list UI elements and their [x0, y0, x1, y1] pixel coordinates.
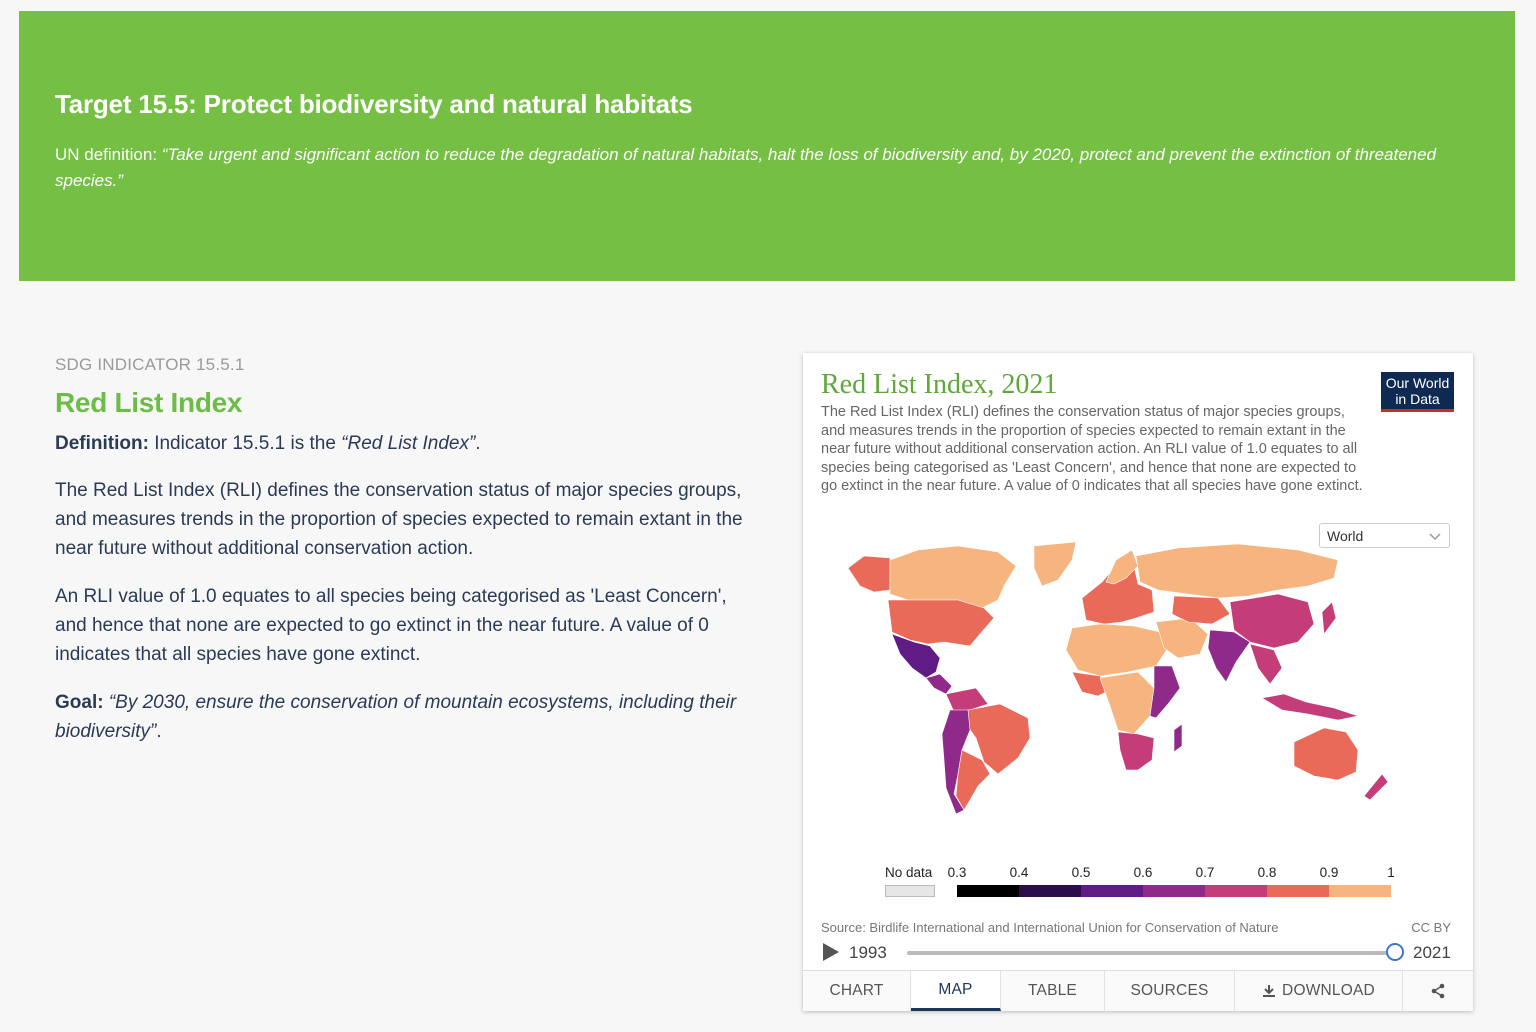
legend-bin[interactable]: [957, 885, 1019, 897]
map-legend: [803, 863, 1473, 903]
rli-description: The Red List Index (RLI) defines the conservation status of major species groups, and measures trends in the proportion of species expected to remain extant in the near future without additional conservation action.: [55, 480, 743, 559]
map-region-southeast-asia[interactable]: [1250, 644, 1282, 684]
definition-paragraph: [55, 429, 745, 458]
legend-tick-label: 0.7: [1195, 865, 1215, 880]
legend-tick-label: 0.3: [947, 865, 967, 880]
goal-end: .: [156, 721, 162, 742]
target-title: Target 15.5: Protect biodiversity and natural habitats: [55, 89, 693, 119]
timeline-end-year: 2021: [1413, 943, 1451, 962]
tab-map[interactable]: MAP: [911, 971, 1001, 1011]
map-region-new-zealand[interactable]: [1364, 774, 1388, 800]
world-map[interactable]: [838, 538, 1408, 823]
map-region-canada[interactable]: [890, 546, 1016, 608]
tab-chart[interactable]: CHART: [803, 971, 911, 1011]
owid-logo-line1: Our World: [1385, 375, 1450, 391]
map-region-east-africa[interactable]: [1150, 666, 1180, 718]
indicator-title: Red List Index: [55, 387, 243, 418]
chevron-down-icon: [1428, 529, 1442, 543]
map-region-russia[interactable]: [1136, 544, 1338, 598]
map-region-alaska[interactable]: [848, 556, 890, 592]
chart-subtitle: The Red List Index (RLI) defines the conservation status of major species groups, and measures trends in the proportion of species expected to remain extant in the near future without additional conservation action. An RLI value of 1.0 equates to all species being categorised as 'Least Concern', and hence that none are expected to go extinct in the near future. A value of 0 indicates that all species have gone extinct.: [821, 404, 1363, 495]
timeline-fill: [907, 951, 1395, 955]
legend-bin[interactable]: [1019, 885, 1081, 897]
un-definition: [55, 142, 1465, 194]
chart-tabs: [803, 970, 1473, 1011]
map-region-central-africa[interactable]: [1100, 672, 1154, 734]
map-region-indonesia[interactable]: [1262, 694, 1358, 720]
definition-label: Definition:: [55, 433, 149, 454]
goal-paragraph: [55, 688, 745, 746]
tab-download[interactable]: DOWNLOAD: [1235, 971, 1403, 1011]
play-icon[interactable]: [822, 942, 840, 962]
license-link[interactable]: CC BY: [1411, 920, 1451, 935]
legend-no-data-swatch: [885, 885, 935, 897]
rli-value-description: An RLI value of 1.0 equates to all species being categorised as 'Least Concern', and hence that none are expected to go extinct in the near future. A value of 0 indicates that all species have gone extinct.: [55, 586, 727, 665]
legend-bin[interactable]: [1205, 885, 1267, 897]
chart-card: [803, 353, 1473, 1011]
tab-table[interactable]: TABLE: [1001, 971, 1105, 1011]
region-select-value: World: [1327, 528, 1364, 544]
timeline-slider[interactable]: [907, 951, 1395, 955]
definition-end: .: [475, 433, 481, 454]
un-definition-quote: “Take urgent and significant action to reduce the degradation of natural habitats, halt the loss of biodiversity and, by 2020, protect and prevent the extinction of threatened species.”: [55, 145, 1437, 190]
legend-tick-label: 0.8: [1257, 865, 1277, 880]
indicator-text: [55, 355, 745, 746]
definition-text: Indicator 15.5.1 is the: [148, 433, 342, 454]
map-region-central-america[interactable]: [926, 674, 952, 694]
un-definition-label: UN definition:: [55, 145, 162, 164]
legend-bin[interactable]: [1329, 885, 1391, 897]
share-icon: [1430, 983, 1446, 999]
legend-tick-label: 1: [1387, 865, 1395, 880]
legend-tick-label: 0.4: [1009, 865, 1029, 880]
legend-no-data-label: No data: [885, 865, 933, 880]
chart-title: Red List Index, 2021: [821, 369, 1058, 400]
timeline-handle[interactable]: [1386, 943, 1404, 961]
goal-quote: “By 2030, ensure the conservation of mountain ecosystems, including their biodiversity”: [55, 692, 737, 742]
map-region-southern-africa[interactable]: [1118, 732, 1154, 770]
legend-tick-label: 0.9: [1319, 865, 1339, 880]
map-region-australia[interactable]: [1294, 728, 1358, 780]
indicator-kicker: SDG INDICATOR 15.5.1: [55, 355, 245, 374]
goal-label: Goal:: [55, 692, 104, 713]
map-region-greenland[interactable]: [1034, 542, 1076, 586]
download-icon: [1262, 984, 1276, 998]
map-region-north-africa[interactable]: [1066, 624, 1168, 676]
chart-source[interactable]: Source: Birdlife International and International Union for Conservation of Nature: [821, 920, 1279, 935]
legend-bin[interactable]: [1267, 885, 1329, 897]
tab-sources[interactable]: SOURCES: [1105, 971, 1235, 1011]
legend-bin[interactable]: [1143, 885, 1205, 897]
map-region-japan[interactable]: [1322, 602, 1336, 634]
target-banner: [19, 11, 1515, 281]
legend-tick-label: 0.6: [1133, 865, 1153, 880]
owid-logo-line2: in Data: [1395, 391, 1440, 407]
map-region-madagascar[interactable]: [1174, 724, 1182, 752]
definition-quote: “Red List Index”: [341, 433, 476, 454]
share-button[interactable]: [1403, 971, 1473, 1011]
timeline-start-year: 1993: [849, 943, 887, 962]
map-region-india[interactable]: [1208, 630, 1250, 682]
owid-logo[interactable]: [1381, 372, 1454, 412]
legend-tick-label: 0.5: [1071, 865, 1091, 880]
legend-bin[interactable]: [1081, 885, 1143, 897]
